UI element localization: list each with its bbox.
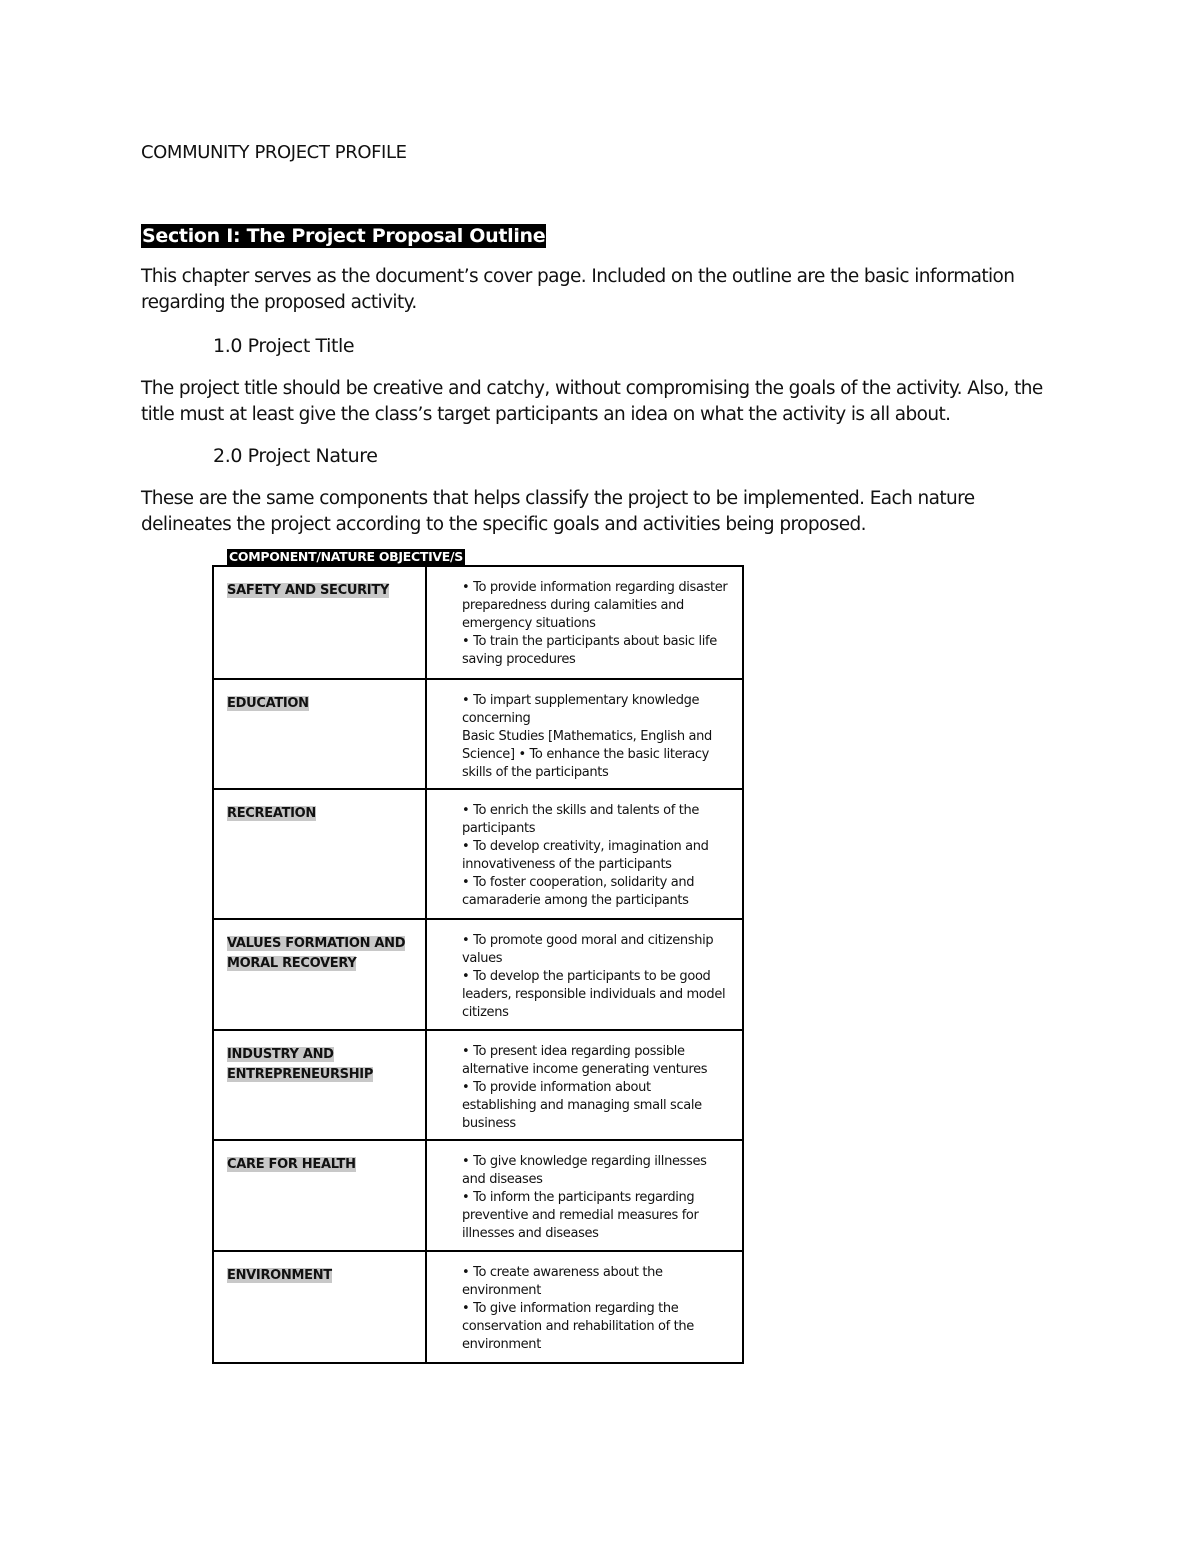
component-cell bbox=[213, 679, 426, 789]
component-cell bbox=[213, 919, 426, 1030]
component-label: VALUES FORMATION AND MORAL RECOVERY bbox=[227, 936, 406, 971]
objectives-text: • To promote good moral and citizenship values • To develop the participants to be good leaders, responsible individuals and model citizens bbox=[462, 933, 726, 1020]
intro-paragraph: This chapter serves as the document’s cover page. Included on the outline are the basic information regarding the proposed activity. bbox=[141, 266, 1015, 313]
table-row-values-formation bbox=[213, 919, 743, 1030]
component-cell bbox=[213, 1030, 426, 1140]
objectives-text: • To give knowledge regarding illnesses and diseases • To inform the participants regarding preventive and remedial measures for illnesses and diseases bbox=[462, 1154, 707, 1241]
objectives-cell bbox=[426, 789, 743, 919]
component-label: RECREATION bbox=[227, 806, 317, 821]
objectives-text: • To provide information regarding disaster preparedness during calamities and emergency situations • To train the participants about basic life saving procedures bbox=[462, 580, 728, 667]
subsection-heading-project-title: 1.0 Project Title bbox=[213, 335, 355, 357]
component-label: CARE FOR HEALTH bbox=[227, 1157, 356, 1172]
objectives-text: • To create awareness about the environment • To give information regarding the conservation and rehabilitation of the environment bbox=[462, 1265, 694, 1352]
section-heading: Section I: The Project Proposal Outline bbox=[142, 225, 546, 247]
table-row-safety-and-security bbox=[213, 566, 743, 679]
project-nature-paragraph: These are the same components that helps classify the project to be implemented. Each nature delineates the project according to the specific goals and activities being proposed. bbox=[141, 488, 975, 535]
objectives-text: • To impart supplementary knowledge concerning Basic Studies [Mathematics, English and Science] • To enhance the basic literacy skills of the participants bbox=[462, 693, 712, 780]
component-cell bbox=[213, 789, 426, 919]
objectives-text: • To enrich the skills and talents of the participants • To develop creativity, imagination and innovativeness of the participants • To foster cooperation, solidarity and camaraderie among the participants bbox=[462, 803, 709, 908]
project-title-paragraph: The project title should be creative and catchy, without compromising the goals of the activity. Also, the title must at least give the class’s target participants an idea on what the activity is all about. bbox=[141, 378, 1043, 425]
table-caption: COMPONENT/NATURE OBJECTIVE/S bbox=[229, 549, 464, 564]
table-row-recreation bbox=[213, 789, 743, 919]
objectives-cell bbox=[426, 919, 743, 1030]
objectives-cell bbox=[426, 566, 743, 679]
table-row-education bbox=[213, 679, 743, 789]
objectives-text: • To present idea regarding possible alternative income generating ventures • To provide information about establishing and managing small scale business bbox=[462, 1044, 708, 1131]
component-cell bbox=[213, 1251, 426, 1363]
component-label: INDUSTRY AND ENTREPRENEURSHIP bbox=[227, 1047, 374, 1082]
component-nature-table bbox=[212, 565, 744, 1364]
table-row-care-for-health bbox=[213, 1140, 743, 1251]
component-label: SAFETY AND SECURITY bbox=[227, 583, 390, 598]
objectives-cell bbox=[426, 1251, 743, 1363]
objectives-cell bbox=[426, 679, 743, 789]
subsection-heading-project-nature: 2.0 Project Nature bbox=[213, 445, 378, 467]
component-label: EDUCATION bbox=[227, 696, 309, 711]
table-row-environment bbox=[213, 1251, 743, 1363]
objectives-cell bbox=[426, 1030, 743, 1140]
table-row-industry-and-entrepreneurship bbox=[213, 1030, 743, 1140]
document-title: COMMUNITY PROJECT PROFILE bbox=[141, 142, 407, 163]
component-label: ENVIRONMENT bbox=[227, 1268, 332, 1283]
component-cell bbox=[213, 566, 426, 679]
component-cell bbox=[213, 1140, 426, 1251]
objectives-cell bbox=[426, 1140, 743, 1251]
